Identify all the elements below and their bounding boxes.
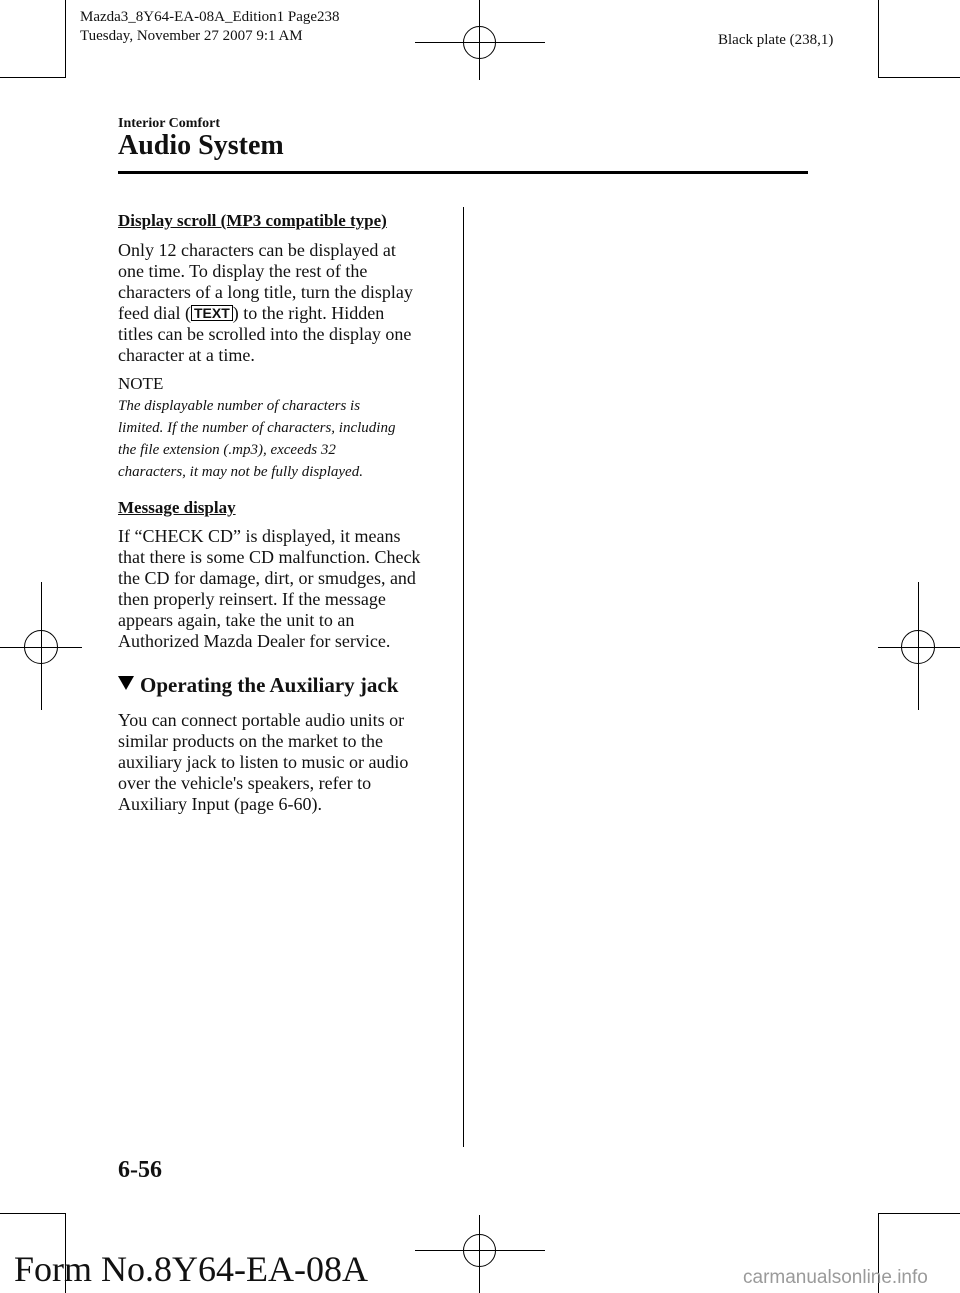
page-number: 6-56 bbox=[118, 1157, 162, 1183]
column-divider bbox=[463, 207, 464, 1147]
note-line: The displayable number of characters is bbox=[118, 398, 361, 414]
text-key-icon: TEXT bbox=[191, 305, 233, 321]
message-display-paragraph bbox=[118, 526, 448, 652]
text-line: appears again, take the unit to an bbox=[118, 610, 355, 630]
note-section bbox=[118, 373, 448, 483]
text-line: auxiliary jack to listen to music or audio bbox=[118, 752, 409, 772]
message-display-section bbox=[118, 497, 448, 519]
plate-label: Black plate (238,1) bbox=[718, 32, 834, 48]
display-scroll-section bbox=[118, 210, 448, 232]
text-line: character at a time. bbox=[118, 345, 255, 365]
text-fragment: ) to the right. Hidden bbox=[232, 303, 385, 323]
text-line: Auxiliary Input (page 6-60). bbox=[118, 794, 322, 814]
note-line: characters, it may not be fully displayed. bbox=[118, 464, 363, 480]
title-rule bbox=[118, 171, 808, 174]
aux-jack-section bbox=[118, 672, 458, 698]
text-line: then properly reinsert. If the message bbox=[118, 589, 386, 609]
aux-jack-heading-text: Operating the Auxiliary jack bbox=[140, 673, 399, 697]
text-line bbox=[118, 303, 448, 324]
display-scroll-heading: Display scroll (MP3 compatible type) bbox=[118, 211, 387, 230]
text-line: the CD for damage, dirt, or smudges, and bbox=[118, 568, 416, 588]
triangle-bullet-icon bbox=[118, 676, 134, 690]
note-label: NOTE bbox=[118, 374, 164, 393]
form-number: Form No.8Y64-EA-08A bbox=[14, 1249, 368, 1289]
aux-jack-heading bbox=[118, 672, 458, 698]
section-label: Interior Comfort bbox=[118, 116, 220, 131]
text-line: characters of a long title, turn the display bbox=[118, 282, 413, 302]
date-line: Tuesday, November 27 2007 9:1 AM bbox=[80, 28, 303, 44]
watermark: carmanualsonline.info bbox=[743, 1267, 928, 1288]
text-line: Only 12 characters can be displayed at bbox=[118, 240, 396, 260]
page-title: Audio System bbox=[118, 130, 284, 161]
file-line: Mazda3_8Y64-EA-08A_Edition1 Page238 bbox=[80, 9, 340, 25]
text-line: titles can be scrolled into the display one bbox=[118, 324, 412, 344]
display-scroll-paragraph bbox=[118, 240, 448, 366]
text-fragment: feed dial ( bbox=[118, 303, 191, 323]
note-line: the file extension (.mp3), exceeds 32 bbox=[118, 442, 336, 458]
print-meta bbox=[80, 8, 340, 46]
text-line: that there is some CD malfunction. Check bbox=[118, 547, 421, 567]
text-line: You can connect portable audio units or bbox=[118, 710, 405, 730]
note-line: limited. If the number of characters, including bbox=[118, 420, 396, 436]
message-display-heading: Message display bbox=[118, 498, 236, 517]
text-line: Authorized Mazda Dealer for service. bbox=[118, 631, 391, 651]
text-line: over the vehicle's speakers, refer to bbox=[118, 773, 372, 793]
text-line: similar products on the market to the bbox=[118, 731, 383, 751]
text-line: If “CHECK CD” is displayed, it means bbox=[118, 526, 401, 546]
aux-jack-paragraph bbox=[118, 710, 448, 815]
text-line: one time. To display the rest of the bbox=[118, 261, 368, 281]
